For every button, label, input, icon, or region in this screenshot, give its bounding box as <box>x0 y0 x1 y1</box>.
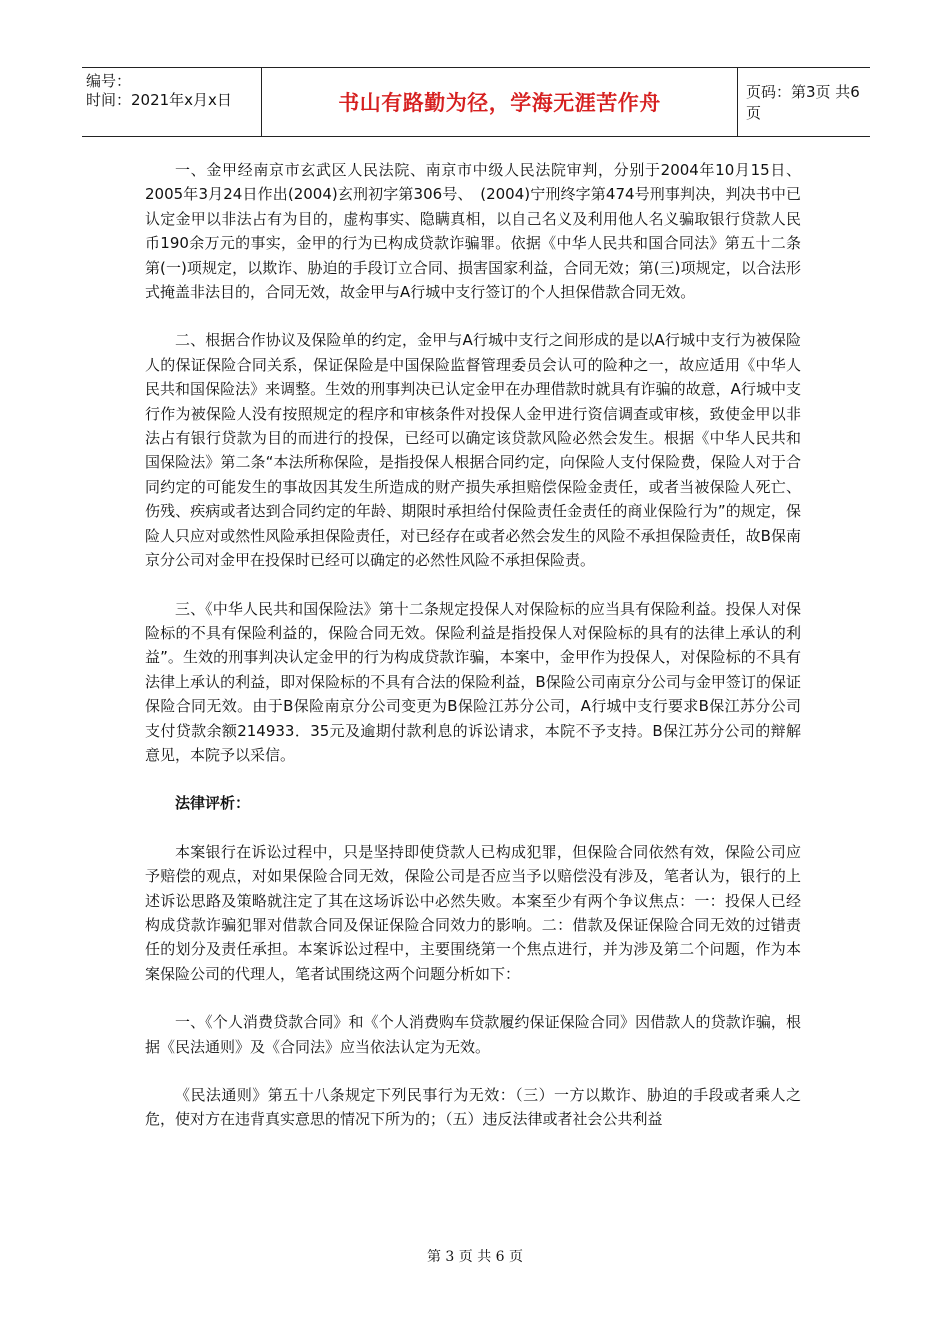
page-header <box>82 67 870 137</box>
section-heading: 法律评析： <box>175 794 251 813</box>
paragraph-5: 一、《个人消费贷款合同》和《个人消费购车贷款履约保证保险合同》因借款人的贷款诈骗，根据《民法通则》及《合同法》应当依法认定为无效。 <box>145 1013 801 1056</box>
paragraph-3: 三、《中华人民共和国保险法》第十二条规定投保人对保险标的应当具有保险利益。投保人对保险标的不具有保险利益的，保险合同无效。保险利益是指投保人对保险标的具有的法律上承认的利益”。生效的刑事判决认定金甲的行为构成贷款诈骗，本案中，金甲作为投保人，对保险标的不具有法律上承认的利益，即对保险标的不具有合法的保险利益，B保险公司南京分公司与金甲签订的保证保险合同无效。由于B保险南京分公司变更为B保险江苏分公司，A行城中支行要求B保江苏分公司支付贷款余额214933．35元及逾期付款利息的诉讼请求，本院不予支持。B保江苏分公司的辩解意见，本院予以采信。 <box>145 599 801 764</box>
paragraph-1: 一、金甲经南京市玄武区人民法院、南京市中级人民法院审判，分别于2004年10月15日、2005年3月24日作出(2004)玄刑初字第306号、 (2004)宁刑终字第474号刑事判决，判决书中已认定金甲以非法占有为目的，虚构事实、隐瞒真相，以自己名义及利用他人名义骗取银行贷款人民币190余万元的事实，金甲的行为已构成贷款诈骗罪。依据《中华人民共和国合同法》第五十二条第(一)项规定，以欺诈、胁迫的手段订立合同、损害国家利益，合同无效；第(三)项规定，以合法形式掩盖非法目的，合同无效，故金甲与A行城中支行签订的个人担保借款合同无效。 <box>145 161 801 302</box>
paragraph-4: 本案银行在诉讼过程中，只是坚持即使贷款人已构成犯罪，但保险合同依然有效，保险公司应予赔偿的观点，对如果保险合同无效，保险公司是否应当予以赔偿没有涉及，笔者认为，银行的上述诉讼思路及策略就注定了其在这场诉讼中必然失败。本案至少有两个争议焦点：一：投保人已经构成贷款诈骗犯罪对借款合同及保证保险合同效力的影响。二：借款及保证保险合同无效的过错责任的划分及责任承担。本案诉讼过程中，主要围绕第一个焦点进行，并为涉及第二个问题，作为本案保险公司的代理人，笔者试围绕这两个问题分析如下： <box>145 842 801 983</box>
header-meta <box>82 68 262 136</box>
document-number-label: 编号： <box>86 72 132 90</box>
header-page-number: 页码：第3页 共6页 <box>746 83 860 122</box>
document-date-label: 时间：2021年x月x日 <box>86 91 232 109</box>
document-body <box>145 158 801 1156</box>
header-motto: 书山有路勤为径，学海无涯苦作舟 <box>262 68 738 136</box>
paragraph-2: 二、根据合作协议及保险单的约定，金甲与A行城中支行之间形成的是以A行城中支行为被保险人的保证保险合同关系，保证保险是中国保险监督管理委员会认可的险种之一，故应适用《中华人民共和国保险法》来调整。生效的刑事判决已认定金甲在办理借款时就具有诈骗的故意，A行城中支行作为被保险人没有按照规定的程序和审核条件对投保人金甲进行资信调查或审核，致使金甲以非法占有银行贷款为目的而进行的投保，已经可以确定该贷款风险必然会发生。根据《中华人民共和国保险法》第二条“本法所称保险，是指投保人根据合同约定，向保险人支付保险费，保险人对于合同约定的可能发生的事故因其发生所造成的财产损失承担赔偿保险金责任，或者当被保险人死亡、伤残、疾病或者达到合同约定的年龄、期限时承担给付保险责任金责任的商业保险行为”的规定，保险人只应对或然性风险承担保险责任，对已经存在或者必然会发生的风险不承担保险责任，故B保南京分公司对金甲在投保时已经可以确定的必然性风险不承担保险责。 <box>145 331 801 570</box>
paragraph-6: 《民法通则》第五十八条规定下列民事行为无效：（三）一方以欺诈、胁迫的手段或者乘人之危，使对方在违背真实意思的情况下所为的；（五）违反法律或者社会公共利益 <box>145 1086 801 1129</box>
page-footer: 第 3 页 共 6 页 <box>426 1249 524 1265</box>
